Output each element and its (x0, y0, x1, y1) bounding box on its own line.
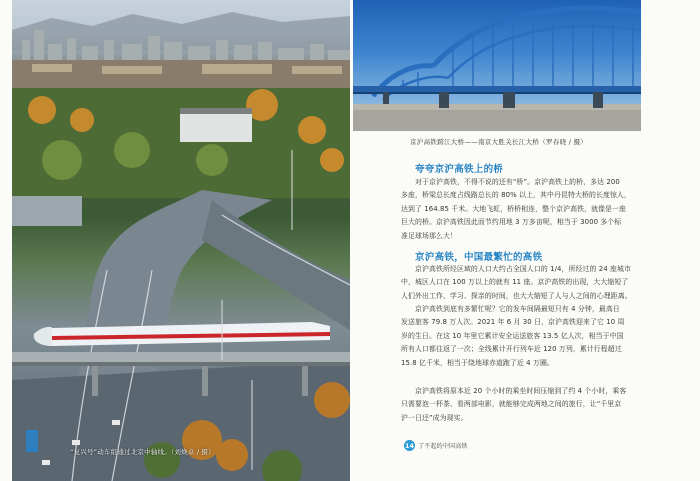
city-illustration (12, 0, 350, 481)
text-line: 准足球场那么大！ (401, 231, 457, 240)
travel-time-paragraph (401, 385, 641, 425)
text-line: 京沪高铁到底有多繁忙呢？它的发车间隔最短只有 4 分钟，最高日 (415, 305, 620, 313)
right-photo-caption: 京沪高铁跨江大桥——南京大胜关长江大桥（罗春晓 / 摄） (410, 138, 588, 146)
text-line: 达到了 164.85 千米。大地飞虹，桥桥相连，整个京沪高铁，就像是一座 (401, 204, 627, 213)
text-line: 京沪高铁将原本近 20 个小时的乘坐时间压缩到了约 4 个小时，乘客 (415, 387, 627, 395)
text-line: 沪一日还”成为现实。 (401, 413, 468, 422)
section-heading-busiest: 京沪高铁，中国最繁忙的高铁 (415, 252, 543, 263)
bridges-paragraph (401, 176, 641, 243)
page-number-badge: 14 (404, 441, 415, 450)
text-line: 所有人口都往返了一次；全线累计开行列车近 120 万列，累计行程超过 (401, 345, 622, 354)
text-line: 人们外出工作、学习、探亲的时间，也大大缩短了人与人之间的心理距离。 (401, 291, 632, 300)
bridge-photo (353, 0, 641, 131)
bridge-illustration (353, 0, 641, 131)
city-photo (12, 0, 350, 481)
population-paragraph (401, 263, 641, 303)
book-title: 了不起的中国高铁 (418, 443, 468, 450)
left-photo-caption: “复兴号”动车组通过北京中轴线。（刘焕卓 / 摄） (70, 448, 215, 456)
text-line: 15.8 亿千米，相当于绕地球赤道跑了近 4 万圈。 (401, 358, 554, 367)
text-line: 只需要泡一杯茶、看两部电影，就能够完成两地之间的旅行，让“千里京 (401, 400, 622, 409)
busy-paragraph (401, 303, 641, 370)
text-line: 中，城区人口在 100 万以上的就有 11 座。京沪高铁的出现，大大缩短了 (401, 278, 629, 287)
text-line: 对于京沪高铁，不得不说的还有“桥”。京沪高铁上的桥，多达 200 (415, 178, 620, 186)
page-footer (404, 440, 468, 451)
section-heading-bridges: 夸夸京沪高铁上的桥 (415, 164, 504, 175)
text-line: 巨大的桥。京沪高铁因此而节约用地 3 万多亩呢，相当于 3000 多个标 (401, 218, 622, 227)
text-line: 多座，桥梁总长度占线路总长的 80% 以上，其中丹昆特大桥的长度惊人， (401, 191, 631, 200)
text-line: 京沪高铁所经区域的人口大约占全国人口的 1/4，所经过的 24 座城市 (415, 265, 631, 273)
text-line: 发送旅客 79.8 万人次。2021 年 6 月 30 日，京沪高铁迎来了它 10 周 (401, 318, 625, 327)
text-line: 岁的生日。在这 10 年里它累计安全运送旅客 13.5 亿人次，相当于中国 (401, 331, 624, 340)
